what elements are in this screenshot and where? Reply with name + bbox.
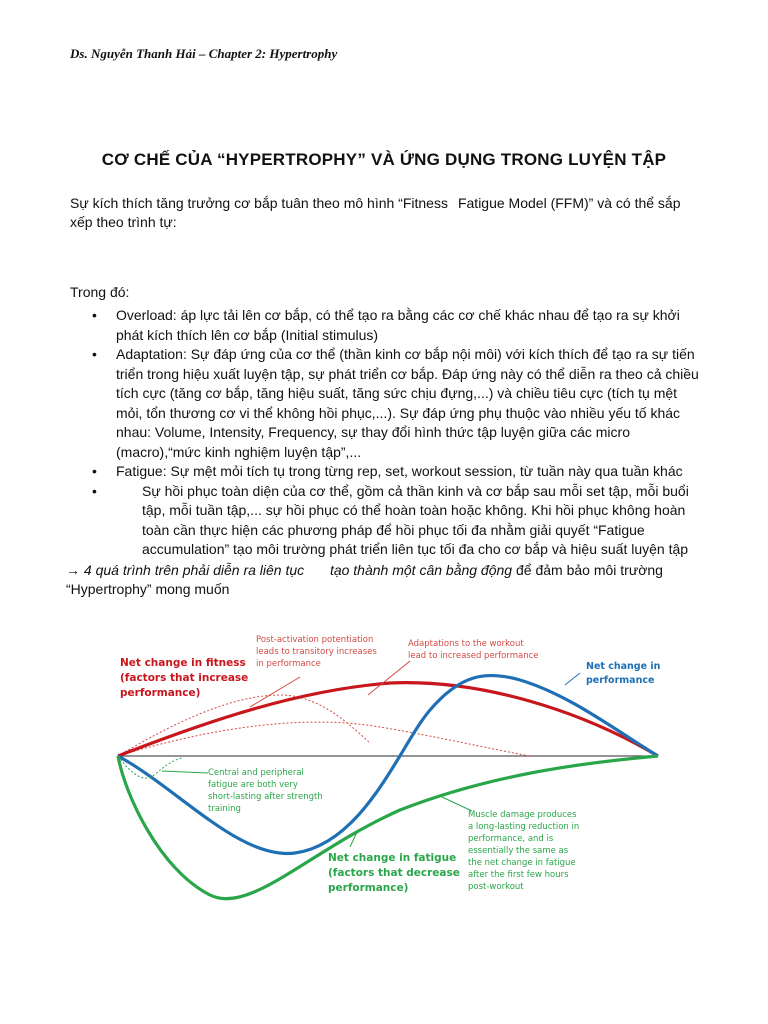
performance-label: [586, 661, 661, 686]
muscle-damage-label: [468, 810, 579, 892]
bullet-adaptation: • Adaptation: Sự đáp ứng của cơ thể (thần kinh cơ bắp nội môi) với kích thích để tạo ra sự tiến triển trong hiệu xuất luyện tập, sự phát triển cơ bắp. Đáp ứng này có thể diễn ra theo cả chiều tích cực (tăng cơ bắp, tăng hiệu suất, tăng sức chịu đựng,...) và chiều tiêu cực (tích tụ mệt mỏi, tổn thương cơ vi thể không hồi phục,...). Sự đáp ứng phụ thuộc vào nhiều yếu tố khác nhau: Volume, Intensity, Frequency, sự thay đổi hình thức tập luyện giữa các micro (macro),“mức kinh nghiệm luyện tập”,...: [70, 345, 700, 462]
muscle-damage-line-2: a long-lasting reduction in: [468, 822, 580, 832]
post-activation-line-2: leads to transitory increases: [256, 647, 377, 657]
central-fatigue-arrow: [162, 771, 208, 773]
adaptation-dotted-curve: [118, 722, 530, 756]
intro-part-2: Fatigue Model (FFM)” và có thể sắp xếp theo trình tự:: [70, 195, 681, 230]
adaptations-label: [408, 639, 539, 661]
trong-do-label: Trong đó:: [70, 284, 130, 300]
post-activation-line-3: in performance: [256, 659, 321, 669]
fitness-label-line-1: Net change in fitness: [120, 657, 246, 669]
bullet-recovery: • Sự hồi phục toàn diện của cơ thể, gồm cả thần kinh và cơ bắp sau mỗi set tập, mỗi buổi tập, mỗi tuần tập,... sự hồi phục có thể hoàn toàn hoặc không. Khi hồi phục không hoàn toàn cần thực hiện các phương pháp để hồi phục tối đa nhằm giải quyết “Fatigue accumulation” tạo môi trường phát triển liên tục tối đa cho cơ bắp và hiệu suất luyện tập: [70, 482, 700, 560]
conclusion-rest: để đảm bảo môi trường “Hypertrophy” mong muốn: [66, 562, 663, 597]
central-fatigue-line-3: short-lasting after strength: [208, 792, 323, 802]
bullet-overload: • Overload: áp lực tải lên cơ bắp, có thể tạo ra bằng các cơ chế khác nhau để tạo ra sự khởi phát kích thích lên cơ bắp (Initial stimulus): [70, 306, 700, 345]
arrow-icon: →: [66, 562, 80, 578]
fitness-label-line-3: performance): [120, 687, 201, 699]
performance-label-line-2: performance: [586, 675, 655, 686]
fitness-label-line-2: (factors that increase: [120, 672, 249, 684]
muscle-damage-line-7: post-workout: [468, 882, 524, 892]
conclusion-italic-2: tạo thành một cân bằng động: [329, 562, 513, 578]
ffm-figure: [110, 625, 670, 915]
central-fatigue-line-4: training: [208, 804, 241, 814]
post-activation-dotted-curve: [118, 695, 370, 756]
bullet-list: [70, 306, 700, 560]
muscle-damage-arrow: [442, 797, 472, 811]
muscle-damage-line-5: the net change in fatigue: [468, 858, 576, 868]
post-activation-line-1: Post-activation potentiation: [256, 635, 374, 645]
adaptations-line-1: Adaptations to the workout: [408, 639, 524, 649]
muscle-damage-line-3: performance, and is: [468, 834, 554, 844]
fatigue-label-line-1: Net change in fatigue: [328, 852, 457, 864]
adaptations-line-2: lead to increased performance: [408, 651, 539, 661]
page-title: CƠ CHẾ CỦA “HYPERTROPHY” VÀ ỨNG DỤNG TRONG LUYỆN TẬP: [101, 150, 667, 169]
intro-part-1: Sự kích thích tăng trưởng cơ bắp tuân theo mô hình “Fitness: [70, 195, 448, 211]
conclusion-italic-1: 4 quá trình trên phải diễn ra liên tục: [83, 562, 305, 578]
intro-paragraph: [70, 194, 700, 232]
fatigue-label: [328, 852, 460, 894]
fitness-label: [120, 657, 248, 699]
bullet-fatigue: • Fatigue: Sự mệt mỏi tích tụ trong từng rep, set, workout session, từ tuần này qua tuần khác: [70, 462, 700, 482]
performance-label-line-1: Net change in: [586, 661, 661, 672]
document-header: Ds. Nguyễn Thanh Hải – Chapter 2: Hypertrophy: [70, 46, 338, 61]
fatigue-label-line-3: performance): [328, 882, 409, 894]
fatigue-label-line-2: (factors that decrease: [328, 867, 460, 879]
central-fatigue-line-1: Central and peripheral: [208, 768, 304, 778]
central-fatigue-label: [208, 768, 323, 814]
conclusion-paragraph: [66, 561, 706, 599]
central-fatigue-line-2: fatigue are both very: [208, 780, 298, 790]
muscle-damage-line-6: after the first few hours: [468, 870, 569, 880]
performance-label-arrow: [565, 673, 580, 685]
muscle-damage-line-1: Muscle damage produces: [468, 810, 577, 820]
adaptations-arrow: [368, 661, 410, 695]
post-activation-label: [256, 635, 377, 669]
muscle-damage-line-4: essentially the same as: [468, 846, 569, 856]
